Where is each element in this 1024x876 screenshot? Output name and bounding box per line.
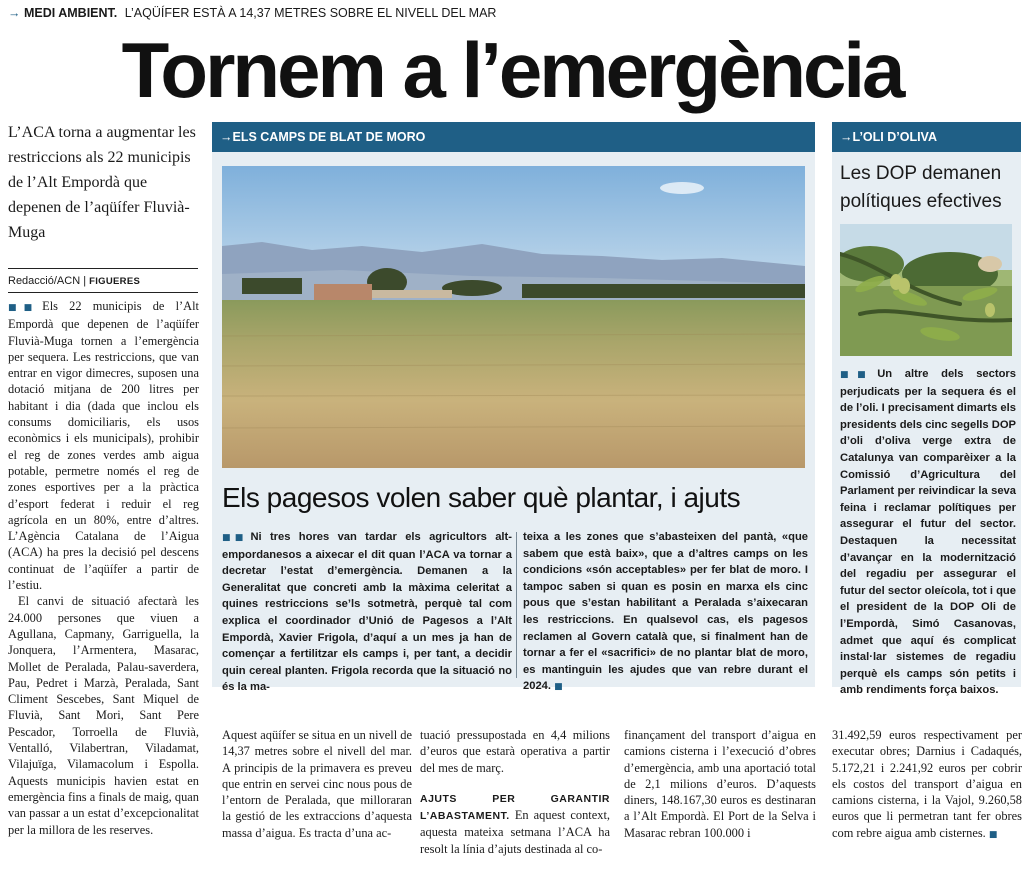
- byline-separator: |: [83, 275, 87, 287]
- end-mark-icon: ■: [554, 682, 563, 693]
- end-mark-icon: ■: [988, 829, 998, 840]
- kicker-text: L’AQÜÍFER ESTÀ A 14,37 METRES SOBRE EL NIVELL DEL MAR: [124, 6, 497, 20]
- olive-branch-photo: [840, 224, 1012, 356]
- corn-fields-bar: →ELS CAMPS DE BLAT DE MORO: [212, 122, 815, 152]
- intro-paragraph-2: El canvi de situació afectarà les 24.000 persones que viuen a Agullana, Capmany, Garriguella, la Jonquera, l’Armentera, Masarac, Mollet de Peralada, Palau-saverdera, Pau, Pedret i Marzà, Peralada, Sant Climent Sescebes, Sant Miquel de Fluvià, Sant Mori, Sant Pere Pescador, Torroella de Fluvià, Ventalló, Vilabertran, Viladamat, Vilajuïga, Vilamacolum i Espolla. Aquests municipis havien estat en emergència fins a finals de maig, quan van passar a un estat d’excepcionalitat per la millora de les reserves.: [8, 594, 199, 837]
- intro-paragraph-1: ■■ Els 22 municipis de l’Alt Empordà que depenen de l’aqüífer Fluvià-Muga tornen a l’emergència per sequera. Les restriccions, que van entrar en vigor dimecres, suposen una dotació mitjana de 200 litres per habitant i dia (dada que inclou els consums domiciliaris, els usos econòmics i els municipals), prohibir el reg de zones verdes amb aigua potable, permetre només el reg de zones esportives per a la pràctica d’esport federat i reduir el reg agrícola en un 80%, entre d’altres. L’Agència Catalana de l’Aigua (ACA) ha pres la decisió pel descens continuat de l’aqüífer a partir de l’estiu.: [8, 299, 199, 593]
- bottom-col-2-para-a: tuació pressupostada en 4,4 milions d’euros que estarà operativa a partir del mes de març.: [420, 728, 610, 775]
- section-subhead: AJUTS PER GARANTIR L’ABASTAMENT.: [420, 792, 610, 823]
- bottom-col-2-para-b: AJUTS PER GARANTIR L’ABASTAMENT. En aquest context, aquesta mateixa setmana l’ACA ha resolt la línia d’ajuts destinada al co-: [420, 792, 610, 856]
- kicker: [8, 6, 496, 20]
- divider: [8, 268, 198, 269]
- bottom-col-4: 31.492,59 euros respectivament per executar obres; Darnius i Cadaqués, 5.172,21 i 2.241,92 euros per cobrir els costos del transport d’aigua en camions cisterna, i la Vajol, 9.260,58 euros que li permetran tant fer obres com rebre aigua amb cisternes. ■: [832, 728, 1022, 840]
- divider: [8, 292, 198, 293]
- olive-oil-subhead: Les DOP demanen polítiques efectives: [840, 163, 1002, 212]
- intro-body: [8, 298, 199, 838]
- column-divider: [516, 532, 517, 678]
- bottom-col-2: [420, 727, 610, 857]
- bottom-col-1: Aquest aqüífer se situa en un nivell de 14,37 metres sobre el nivell del mar. A principis de la primavera es preveu que entrin en servei cinc nous pous de l’entorn de Peralada, que milloraran la gestió de les extraccions d’aquesta massa d’aigua. Es tracta d’una ac-: [222, 728, 412, 840]
- paragraph-mark-icon: ■■: [8, 303, 40, 313]
- kicker-arrow: →: [8, 6, 21, 20]
- byline-author: Redacció/ACN: [8, 275, 81, 287]
- deck: L’ACA torna a augmentar les restriccions als 22 municipis de l’Alt Empordà que depenen de l’aqüífer Fluvià-Muga: [8, 124, 196, 241]
- kicker-section: MEDI AMBIENT.: [23, 6, 118, 20]
- paragraph-mark-icon: ■■: [840, 370, 875, 380]
- headline: Tornem a l’emergència: [121, 26, 903, 114]
- paragraph-mark-icon: ■■: [222, 533, 248, 543]
- olive-oil-text: ■■ Un altre dels sectors perjudicats per la sequera és el de l’oli. I precisament dimarts els presidents dels cinc segells DOP d’oli d’oliva verge extra de Catalunya van comparèixer a la Comissió d’Agricultura del Parlament per reivindicar la seva feina i reclamar polítiques per assegurar el futur del sector. Destaquen la necessitat d’avançar en la modernització del regadiu per assegurar el futur del sector oleícola, tot i que el president de la DOP Oli de l’Empordà, Simó Casanovas, admet que aquí és complicat instal·lar sistemes de regadiu perquè els camps són petits i amb rendiments força baixos.: [840, 368, 1016, 697]
- corn-fields-col-2: teixa a les zones que s’abasteixen del pantà, «que sabem que està baix», que a d’altres camps on les condicions «són acceptables» per fer blat de moro. I tampoc saben si quan es posin en marxa els cinc pous que s’estan habilitant a Peralada s’aixecaran les restriccions. En qualsevol cas, els pagesos reclamen al Govern català que, si finalment han de tornar a fer el «sacrifici» de no plantar blat de moro, es mantinguin les ajudes que van rebre durant el 2024. ■: [523, 531, 808, 693]
- bottom-col-3: finançament del transport d’aigua en camions cisterna i l’execució d’obres d’emergència, amb una aportació total de 2,1 milions d’euros. D’aquests diners, 148.167,30 euros es destinaran a l’Alt Empordà. El Port de la Selva i Masarac rebran 100.000 i: [624, 728, 816, 840]
- byline: [8, 275, 140, 287]
- byline-place: FIGUERES: [89, 276, 141, 287]
- corn-fields-subhead: Els pagesos volen saber què plantar, i ajuts: [222, 482, 741, 513]
- olive-oil-bar: →L’OLI D’OLIVA: [832, 122, 1021, 152]
- corn-fields-col-1: ■■ Ni tres hores van tardar els agricultors alt-empordanesos a aixecar el dit quan l’ACA va tornar a decretar l’estat d’emergència. Demanen a la Generalitat que concreti amb la màxima celeritat a quines restriccions se’ls sotmetrà, perquè tal com explica el coordinador d’Unió de Pagesos a l’Alt Empordà, Xavier Frigola, d’aquí a un mes ja han de començar a fertilitzar els camps i, per tant, a decidir quin cereal planten. Frigola recorda que la situació no és la ma-: [222, 531, 512, 694]
- wheat-field-photo: [222, 166, 805, 468]
